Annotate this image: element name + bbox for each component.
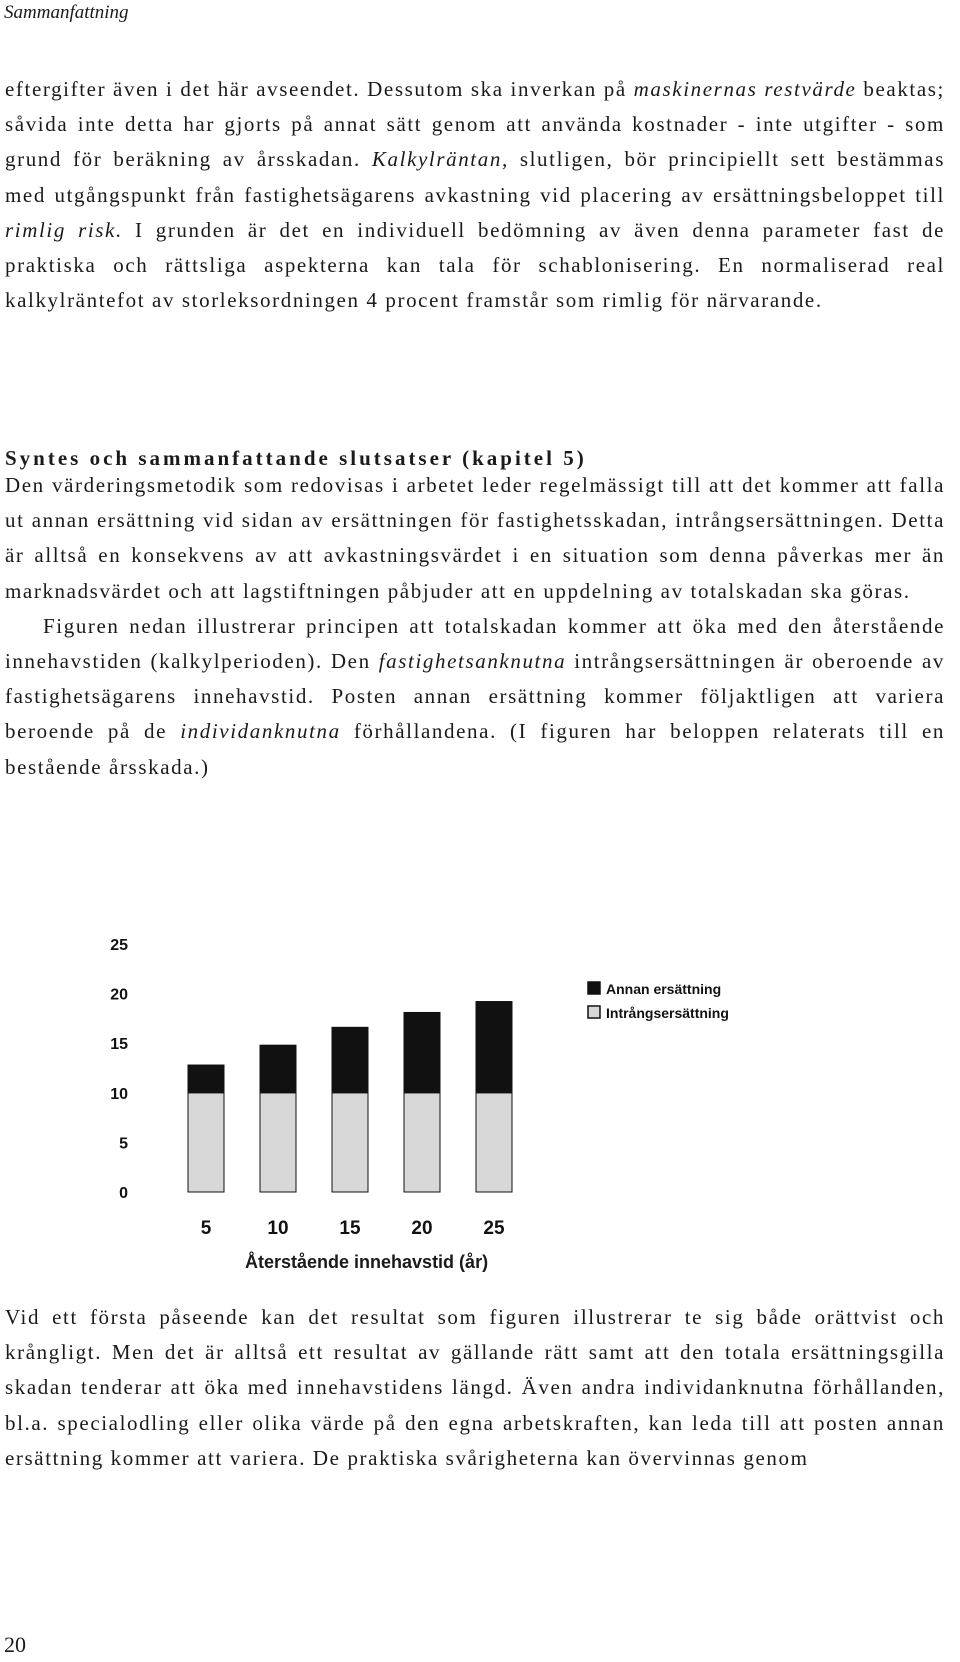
text-run: beaktas; såvida inte detta har gjorts på annat sätt genom att använda kostnader - inte utgifter - som grund för beräkning av årsskadan. bbox=[5, 77, 945, 172]
bar-segment-annan-ersattning bbox=[476, 1002, 512, 1093]
y-tick-label: 20 bbox=[110, 986, 128, 1004]
x-tick-label: 25 bbox=[483, 1218, 505, 1239]
italic-run: maskinernas restvärde bbox=[633, 77, 857, 101]
section-heading: Syntes och sammanfattande slutsatser (kapitel 5) bbox=[5, 446, 587, 470]
y-tick-label: 0 bbox=[119, 1185, 128, 1202]
page-number: 20 bbox=[4, 1632, 26, 1657]
text-run: slutligen, bör principiellt sett bestämmas med utgångspunkt från fastighetsägarens avkastning vid placering av ersättningsbeloppet till bbox=[5, 147, 945, 207]
bar-segment-intrangsersattning bbox=[260, 1093, 296, 1192]
paragraph-conclusion bbox=[5, 1300, 945, 1476]
x-tick-label: 10 bbox=[267, 1218, 289, 1239]
bar-segment-annan-ersattning bbox=[260, 1045, 296, 1093]
paragraph-figure-intro bbox=[5, 609, 945, 785]
paragraph-text bbox=[5, 468, 945, 609]
y-tick-label: 15 bbox=[110, 1036, 128, 1054]
legend-label: Annan ersättning bbox=[606, 981, 722, 997]
bar-segment-intrangsersattning bbox=[188, 1093, 224, 1192]
y-tick-label: 10 bbox=[110, 1085, 128, 1103]
text-run: Den värderingsmetodik som redovisas i arbetet leder regelmässigt till att det kommer att falla ut annan ersättning vid sidan av ersättningen för fastighetsskadan, intrångsersättningen. Detta är alltså en konsekvens av att avkastningsvärdet i en situation som denna påverkas mer än marknadsvärdet och att lagstiftningen påbjuder att en uppdelning av totalskadan ska göras. bbox=[5, 473, 945, 603]
chart-svg bbox=[110, 916, 810, 1246]
paragraph-synthesis bbox=[5, 468, 945, 785]
stacked-bar-chart bbox=[110, 916, 810, 1246]
bar-segment-intrangsersattning bbox=[404, 1093, 440, 1192]
y-tick-label: 5 bbox=[119, 1135, 128, 1153]
bar-segment-intrangsersattning bbox=[332, 1093, 368, 1192]
x-tick-label: 15 bbox=[339, 1218, 361, 1239]
bar-segment-intrangsersattning bbox=[476, 1093, 512, 1192]
italic-run: fastighetsanknutna bbox=[378, 649, 567, 674]
italic-run: rimlig risk. bbox=[5, 217, 123, 242]
text-run: eftergifter även i det här avseendet. Dessutom ska inverkan på bbox=[5, 77, 634, 101]
bar-segment-annan-ersattning bbox=[332, 1027, 368, 1092]
text-run: Figuren nedan illustrerar principen att totalskadan kommer att öka med den återstående innehavstiden (kalkylperioden). Den bbox=[5, 613, 945, 674]
y-tick-label: 25 bbox=[110, 937, 128, 954]
running-head: Sammanfattning bbox=[4, 2, 129, 23]
bar-segment-annan-ersattning bbox=[188, 1065, 224, 1093]
legend-swatch bbox=[588, 1006, 600, 1018]
text-run: Vid ett första påseende kan det resultat som figuren illustrerar te sig både orättvist och krångligt. Men det är alltså ett resultat av gällande rätt samt att den totala ersättningsgilla skadan tenderar att öka med innehavstidens längd. Även andra individanknutna förhållanden, bl.a. specialodling eller olika värde på den egna arbetskraften, kan leda till att posten annan ersättning kommer att variera. De praktiska svårigheterna kan övervinnas genom bbox=[5, 1305, 945, 1470]
italic-run: Kalkylräntan, bbox=[371, 147, 509, 172]
figure-caption: Återstående innehavstid (år) bbox=[245, 1252, 489, 1272]
text-run: I grunden är det en individuell bedömning av även denna parameter fast de praktiska och rättsliga aspekterna kan tala för schablonisering. En normaliserad real kalkylräntefot av storleksordningen 4 procent framstår som rimlig för närvarande. bbox=[5, 217, 946, 313]
x-tick-label: 5 bbox=[200, 1218, 212, 1239]
x-tick-label: 20 bbox=[411, 1218, 433, 1239]
bar-segment-annan-ersattning bbox=[404, 1012, 440, 1092]
legend-label: Intrångsersättning bbox=[606, 1005, 729, 1021]
italic-run: individanknutna bbox=[180, 719, 341, 744]
text-run: förhållandena. (I figuren har beloppen relaterats till en bestående årsskada.) bbox=[5, 719, 945, 779]
paragraph-text bbox=[5, 72, 945, 318]
text-run: intrångsersättningen är oberoende av fastighetsägarens innehavstid. Posten annan ersättning kommer följaktligen att variera beroende på de bbox=[5, 649, 945, 744]
paragraph-text bbox=[5, 1300, 945, 1476]
paragraph-valuation-parameters bbox=[5, 72, 945, 318]
legend-swatch bbox=[588, 982, 600, 994]
